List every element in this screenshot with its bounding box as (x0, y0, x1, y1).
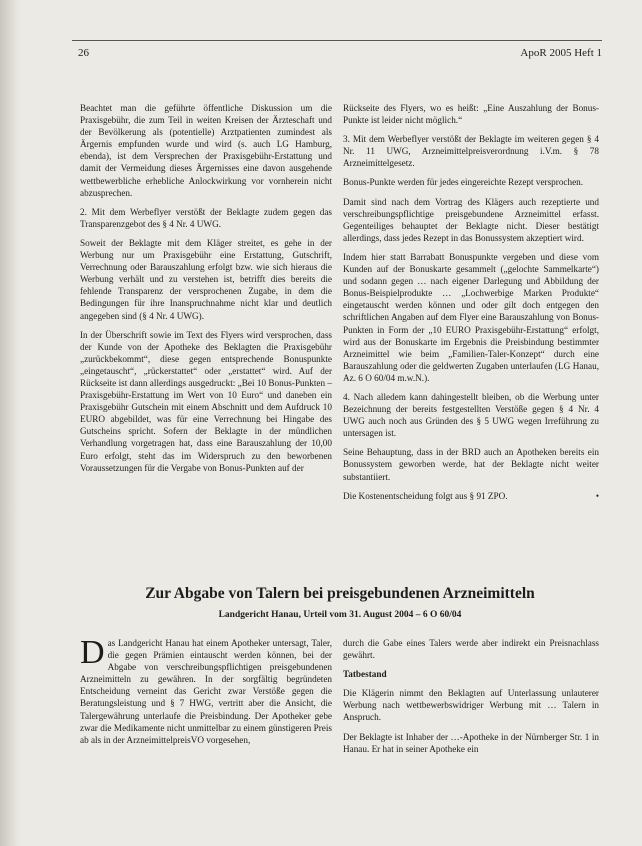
section-heading: Tatbestand (343, 669, 387, 680)
cost-decision: Die Kostenentscheidung folgt aus § 91 ZPO. (343, 490, 508, 501)
paragraph: Rückseite des Flyers, wo es heißt: „Eine Auszahlung der Bonus-Punkte ist leider nicht möglich.“ (343, 103, 599, 126)
paragraph: Die Klägerin nimmt den Beklagten auf Unterlassung unlauterer Werbung nach wettbewerbswidriger Werbung mit … Talern in Anspruch. (343, 688, 599, 723)
paragraph: durch die Gabe eines Talers werde aber indirekt ein Preisnachlass gewährt. (343, 638, 599, 661)
header-rule (72, 40, 602, 41)
scan-edge-shadow (0, 0, 20, 846)
paragraph: Beachtet man die geführte öffentliche Diskussion um die Praxisgebühr, die zum Teil in weiten Kreisen der Ärzteschaft und der Bevölkerung als (potentielle) Arztpatienten zumindest als Ärgernis empfunden wurde und wird (s. auch LG Hamburg, ebenda), ist dem Versprechen der Praxisgebühr-Erstattung und damit der Vermeidung dieses Ärgernisses eine davon ausgehende wettbewerbliche erhebliche Anlockwirkung vor vornherein nicht abzusprechen. (80, 103, 332, 198)
intro-text: as Landgericht Hanau hat einem Apotheker untersagt, Taler, die gegen Prämien eintauscht werden können, bei der Abgabe von verschreibungspflichtigen preisgebundenen Arzneimitteln zu gewähren. In der sorgfältig begründeten Entscheidung verneint das Gericht zwar Verstöße gegen die Beratungsleistung und § 7 HWG, vertritt aber die Ansicht, die Talergewährung unterlaufe die Preisbindung. Der Apotheker gebe zwar die Medikamente nicht unmittelbar zu einem günstigeren Preis ab als in der ArzneimittelpreisVO vorgesehen, (80, 638, 332, 745)
paragraph: Soweit der Beklagte mit dem Kläger streitet, es gehe in der Werbung nur um Praxisgebühr eine Erstattung, Gutschrift, Verrechnung oder Barauszahlung erfolgt bzw. wie sich hieraus die Werbung verhält und zu verstehen ist, betrifft dies bereits die fehlende Transparenz der versprochenen Zugabe, in dem die Bedingungen für ihre Inanspruchnahme nicht klar und deutlich angegeben sind (§ 4 Nr. 4 UWG). (80, 237, 332, 321)
paragraph: 2. Mit dem Werbeflyer verstößt der Beklagte zudem gegen das Transparenzgebot des § 4 Nr. 4 UWG. (80, 206, 332, 229)
top-right-column (343, 102, 599, 509)
paragraph: In der Überschrift sowie im Text des Flyers wird versprochen, dass der Kunde von der Apotheke des Beklagten die Praxisgebühr „zurückbekommt“, diese gegen entsprechende Bonuspunkte „eingetauscht“, „rückerstattet“ oder „erstattet“ wird. Auf der Rückseite ist dann allerdings ausgedruckt: „Bei 10 Bonus-Punkten – Praxisgebühr-Erstattung im Wert von 10 Euro“ und daneben ein Praxisgebühr Gutschein mit einem Abschnitt und dem Aufdruck 10 EURO abgebildet, was für eine Verrechnung bei Hingabe des Gutscheins spricht. Sofern der Beklagte in der mündlichen Verhandlung vorgetragen hat, dass eine Barauszahlung der 10,00 Euro erfolgt, steht das im Widerspruch zu den beworbenen Voraussetzungen für die Vergabe von Bonus-Punkten auf der (80, 329, 332, 473)
end-mark: • (595, 490, 599, 501)
paragraph: Damit sind nach dem Vortrag des Klägers auch rezeptierte und verschreibungspflichtige preisgebundene Arzneimittel erfasst. Gegenteiliges behauptet der Beklagte nicht. Dieser bestätigt allerdings, dass jedes Rezept in das Bonussystem akzeptiert wird. (343, 196, 599, 243)
bottom-left-column (80, 634, 332, 753)
page-number: 26 (78, 47, 89, 59)
journal-header: ApoR 2005 Heft 1 (520, 47, 602, 59)
paragraph: Bonus-Punkte werden für jedes eingereichte Rezept versprochen. (343, 177, 584, 188)
top-left-column (80, 102, 332, 481)
paragraph: Der Beklagte ist Inhaber der …-Apotheke in der Nürnberger Str. 1 in Hanau. Er hat in seiner Apotheke ein (343, 731, 599, 754)
paragraph (80, 634, 332, 746)
paragraph: 3. Mit dem Werbeflyer verstößt der Beklagte im weiteren gegen § 4 Nr. 11 UWG, Arzneimittelpreisverordnung i.V.m. § 78 Arzneimittelgesetz. (343, 134, 599, 169)
paragraph: Indem hier statt Barrabatt Bonuspunkte vergeben und diese vom Kunden auf der Bonuskarte gesammelt („gelochte Sammelkarte“) und sodann gegen … nach eigener Darlegung und Abbildung der Bonus-Beispielprodukte … „Lochwerbige Marken Produkte“ eingetauscht werden können und oder gilt doch entgegen den schriftlichen Angaben auf dem Flyer eine Barauszahlung von Bonus-Punkten in Form der „10 EURO Praxisgebühr-Erstattung“ erfolgt, wird aus der Bonuskarte im Ergebnis die Preisbindung bestimmter Arzneimittel wie beim „Familien-Taler-Konzept“ durch eine Barauszahlung oder die geldwerten Zugaben unterlaufen (LG Hanau, Az. 6 O 60/04 m.w.N.). (343, 251, 599, 383)
paragraph (343, 490, 599, 502)
paragraph: 4. Nach alledem kann dahingestellt bleiben, ob die Werbung unter Bezeichnung der bereits festgestellten Verstöße gegen § 4 Nr. 4 UWG auch noch aus Gründen des § 5 UWG wegen Irreführung zu untersagen ist. (343, 391, 599, 439)
article-subtitle: Landgericht Hanau, Urteil vom 31. August 2004 – 6 O 60/04 (218, 610, 462, 620)
article-title: Zur Abgabe von Talern bei preisgebundenen Arzneimitteln (145, 585, 535, 602)
drop-cap: D (80, 634, 105, 671)
bottom-right-column (343, 637, 599, 762)
paragraph: Seine Behauptung, dass in der BRD auch an Apotheken bereits ein Bonussystem geworben werde, hat der Beklagte nicht weiter substantiiert. (343, 447, 599, 482)
